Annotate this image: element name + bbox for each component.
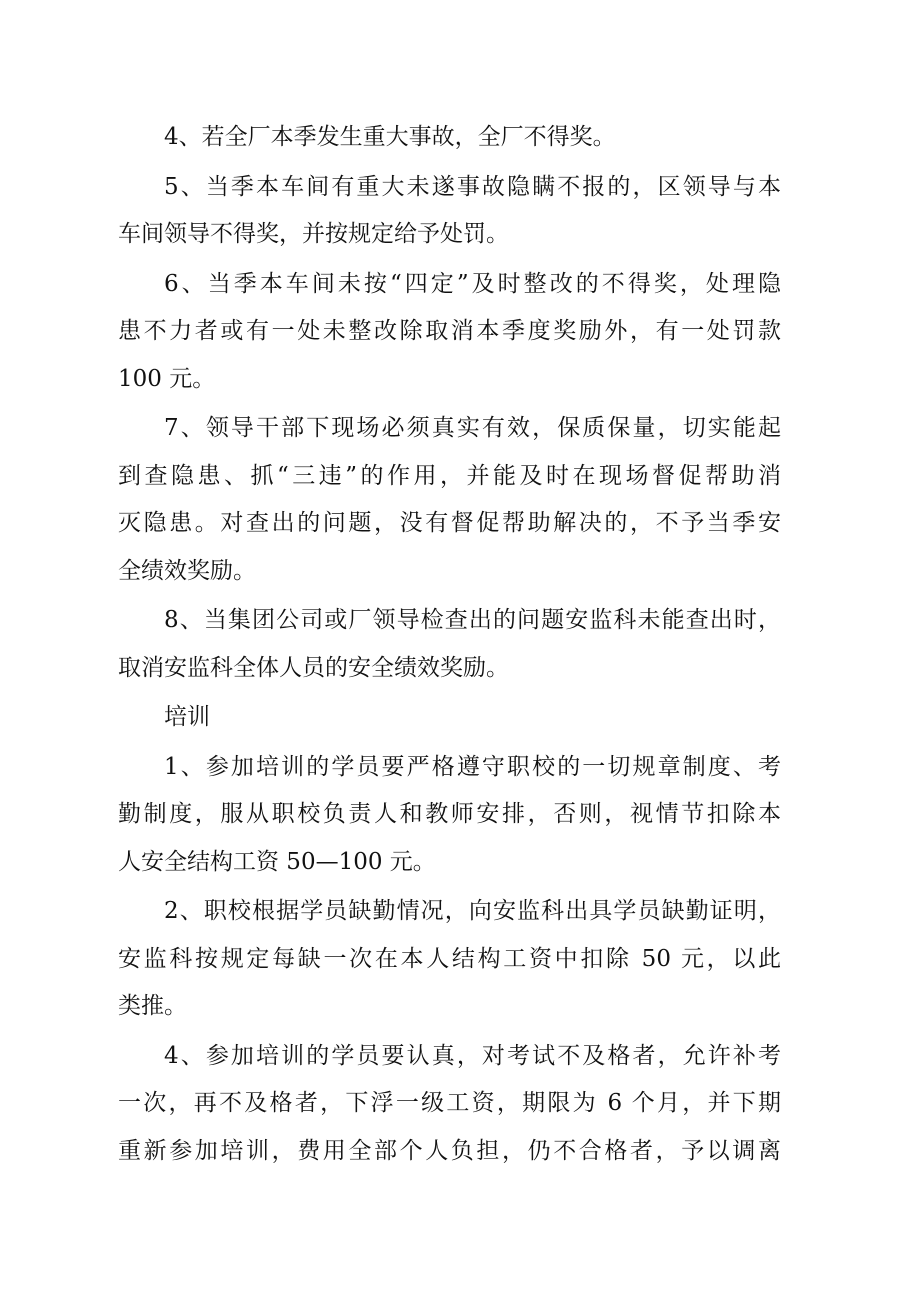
- paragraph-line: 类推。: [118, 993, 187, 1019]
- paragraph-line: 1、参加培训的学员要严格遵守职校的一切规章制度、考: [164, 753, 781, 780]
- paragraph-line: 4、若全厂本季发生重大事故，全厂不得奖。: [164, 124, 616, 150]
- paragraph-item-8-safety-dept-missed-issues: [118, 597, 781, 692]
- training-item-1-follow-school-rules: [118, 744, 781, 887]
- paragraph-item-4-no-reward-major-accident: [141, 114, 781, 162]
- paragraph-line: 全绩效奖励。: [118, 557, 256, 584]
- paragraph-line: 5、当季本车间有重大未遂事故隐瞒不报的，区领导与本: [164, 173, 781, 200]
- paragraph-line: 一次，再不及格者，下浮一级工资，期限为 6 个月，并下期: [118, 1090, 781, 1116]
- paragraph-line: 6、当季本车间未按“四定”及时整改的不得奖，处理隐: [164, 270, 781, 297]
- training-item-2-absence-deduction: [118, 888, 781, 1031]
- section-heading-training: 培训: [164, 704, 210, 730]
- paragraph-line: 人安全结构工资 50—100 元。: [118, 848, 436, 875]
- paragraph-line: 车间领导不得奖，并按规定给予处罚。: [118, 221, 509, 247]
- paragraph-line: 勤制度，服从职校负责人和教师安排，否则，视情节扣除本: [118, 801, 781, 827]
- paragraph-item-6-four-fixed-rectification: [118, 261, 781, 404]
- paragraph-line: 100 元。: [118, 365, 216, 392]
- paragraph-line: 取消安监科全体人员的安全绩效奖励。: [118, 654, 509, 681]
- paragraph-line: 7、领导干部下现场必须真实有效，保质保量，切实能起: [164, 415, 781, 441]
- paragraph-item-5-concealed-accident: [118, 164, 781, 259]
- paragraph-line: 4、参加培训的学员要认真，对考试不及格者，允许补考: [164, 1042, 781, 1069]
- paragraph-line: 安监科按规定每缺一次在本人结构工资中扣除 50 元，以此: [118, 945, 781, 972]
- paragraph-line: 重新参加培训，费用全部个人负担，仍不合格者，予以调离: [118, 1137, 781, 1164]
- paragraph-item-7-leader-site-visits: [118, 405, 781, 595]
- paragraph-line: 8、当集团公司或厂领导检查出的问题安监科未能查出时，: [164, 607, 781, 633]
- paragraph-line: 灭隐患。对查出的问题，没有督促帮助解决的，不予当季安: [118, 510, 781, 536]
- paragraph-line: 2、职校根据学员缺勤情况，向安监科出具学员缺勤证明，: [164, 898, 781, 924]
- training-item-4-exam-failure: [118, 1033, 781, 1176]
- document-page: [118, 114, 781, 1177]
- paragraph-line: 患不力者或有一处未整改除取消本季度奖励外，有一处罚款: [118, 318, 781, 344]
- paragraph-line: 到查隐患、抓“三违”的作用，并能及时在现场督促帮助消: [118, 462, 781, 489]
